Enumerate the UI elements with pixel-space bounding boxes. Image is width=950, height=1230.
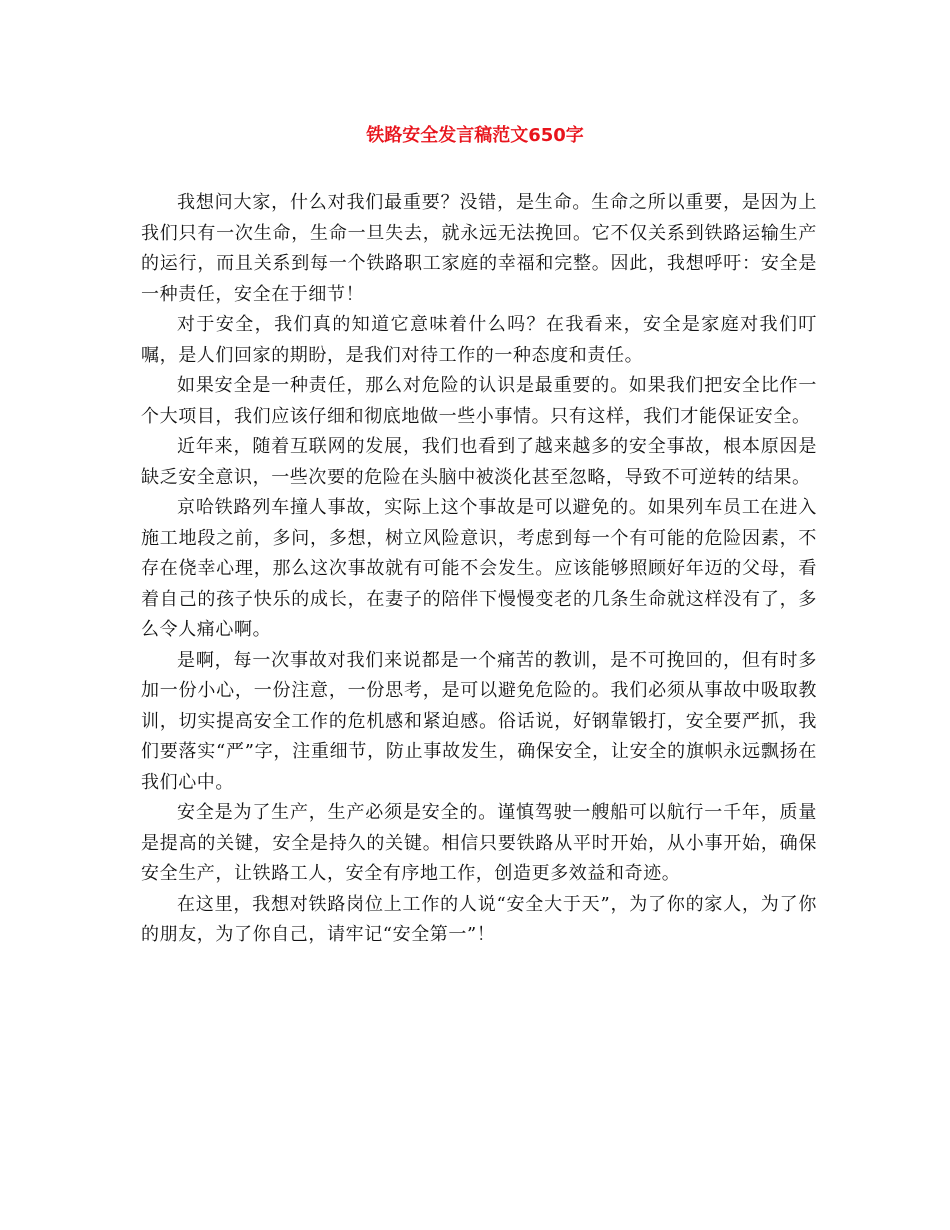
paragraph: 是啊，每一次事故对我们来说都是一个痛苦的教训，是不可挽回的，但有时多加一份小心，一份注意，一份思考，是可以避免危险的。我们必须从事故中吸取教训，切实提高安全工作的危机感和紧迫感。俗话说，好钢靠锻打，安全要严抓，我们要落实“严”字，注重细节，防止事故发生，确保安全，让安全的旗帜永远飘扬在我们心中。 [141,649,817,793]
paragraph: 安全是为了生产，生产必须是安全的。谨慎驾驶一艘船可以航行一千年，质量是提高的关键，安全是持久的关键。相信只要铁路从平时开始，从小事开始，确保安全生产，让铁路工人，安全有序地工作，创造更多效益和奇迹。 [141,802,817,884]
paragraph: 近年来，随着互联网的发展，我们也看到了越来越多的安全事故，根本原因是缺乏安全意识，一些次要的危险在头脑中被淡化甚至忽略，导致不可逆转的结果。 [141,436,817,488]
document-body [141,188,817,951]
paragraph: 在这里，我想对铁路岗位上工作的人说“安全大于天”，为了你的家人，为了你的朋友，为了你自己，请牢记“安全第一”！ [141,893,817,945]
paragraph: 京哈铁路列车撞人事故，实际上这个事故是可以避免的。如果列车员工在进入施工地段之前，多问，多想，树立风险意识，考虑到每一个有可能的危险因素，不存在侥幸心理，那么这次事故就有可能不会发生。应该能够照顾好年迈的父母，看着自己的孩子快乐的成长，在妻子的陪伴下慢慢变老的几条生命就这样没有了，多么令人痛心啊。 [141,497,817,640]
document-title: 铁路安全发言稿范文650字 [366,125,584,146]
paragraph: 我想问大家，什么对我们最重要？没错，是生命。生命之所以重要，是因为上我们只有一次生命，生命一旦失去，就永远无法挽回。它不仅关系到铁路运输生产的运行，而且关系到每一个铁路职工家庭的幸福和完整。因此，我想呼吁：安全是一种责任，安全在于细节！ [141,192,817,305]
paragraph: 如果安全是一种责任，那么对危险的认识是最重要的。如果我们把安全比作一个大项目，我们应该仔细和彻底地做一些小事情。只有这样，我们才能保证安全。 [141,375,817,427]
paragraph: 对于安全，我们真的知道它意味着什么吗？在我看来，安全是家庭对我们叮嘱，是人们回家的期盼，是我们对待工作的一种态度和责任。 [141,314,817,366]
